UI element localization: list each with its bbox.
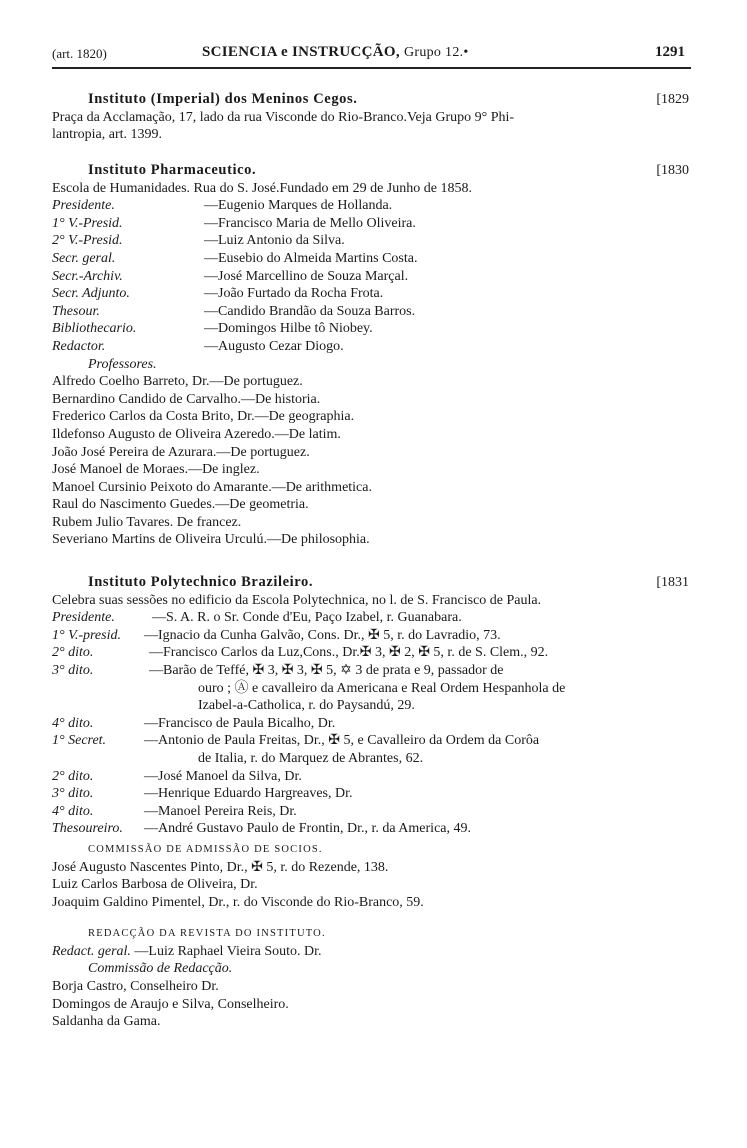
commission-heading: COMMISSÃO DE ADMISSÃO DE SOCIOS. bbox=[88, 843, 323, 855]
professor-row: Frederico Carlos da Costa Brito, Dr.—De geographia. bbox=[52, 409, 355, 425]
professor-row: Severiano Martins de Oliveira Urculú.—De philosophia. bbox=[52, 532, 370, 548]
board-row bbox=[52, 750, 689, 768]
entry-number: [1829 bbox=[656, 92, 689, 107]
professors-list bbox=[52, 373, 689, 549]
role-label: 1° Secret. bbox=[52, 733, 107, 749]
address-line: Praça da Acclamação, 17, lado da rua Visconde do Rio-Branco.Veja Grupo 9° Phi- bbox=[52, 109, 515, 125]
role-label: 2° dito. bbox=[52, 645, 94, 661]
group-label: Grupo 12.• bbox=[403, 45, 469, 60]
professor-row: Bernardino Candido de Carvalho.—De historia. bbox=[52, 391, 321, 407]
commission-redaction-list bbox=[52, 978, 689, 1031]
person-name: —Luiz Antonio da Silva. bbox=[204, 233, 345, 249]
section-instituto-polytechnico bbox=[52, 574, 689, 1031]
row-text: —Ignacio da Cunha Galvão, Cons. Dr., ✠ 5, r. do Lavradio, 73. bbox=[144, 627, 501, 643]
person-name: —João Furtado da Rocha Frota. bbox=[204, 286, 384, 302]
role-label: 4° dito. bbox=[52, 803, 94, 819]
officer-row bbox=[52, 215, 689, 233]
board-row bbox=[52, 644, 689, 662]
row-text: —Antonio de Paula Freitas, Dr., ✠ 5, e Cavalleiro da Ordem da Corôa bbox=[144, 733, 540, 749]
member-row: José Augusto Nascentes Pinto, Dr., ✠ 5, r. do Rezende, 138. bbox=[52, 859, 389, 875]
person-name: —Eusebio do Almeida Martins Costa. bbox=[204, 250, 418, 266]
member-row: Borja Castro, Conselheiro Dr. bbox=[52, 979, 219, 995]
role-label: 4° dito. bbox=[52, 715, 94, 731]
role-label: 2° V.-Presid. bbox=[52, 233, 123, 249]
person-name: —Domingos Hilbe tô Niobey. bbox=[204, 321, 373, 337]
section-title: Instituto Polytechnico Brazileiro. bbox=[88, 574, 314, 590]
entry-number: [1831 bbox=[656, 575, 689, 590]
role-label: 3° dito. bbox=[52, 662, 94, 678]
section-instituto-cegos bbox=[52, 91, 689, 144]
board-row bbox=[52, 627, 689, 645]
member-row: Saldanha da Gama. bbox=[52, 1014, 161, 1030]
row-text: —André Gustavo Paulo de Frontin, Dr., r. da America, 49. bbox=[144, 821, 472, 837]
row-text: —Henrique Eduardo Hargreaves, Dr. bbox=[144, 786, 353, 802]
professor-row: João José Pereira de Azurara.—De portuguez. bbox=[52, 444, 310, 460]
row-text: —Francisco de Paula Bicalho, Dr. bbox=[144, 715, 336, 731]
member-row: Joaquim Galdino Pimentel, Dr., r. do Visconde do Rio-Branco, 59. bbox=[52, 894, 424, 910]
officer-row bbox=[52, 303, 689, 321]
role-label: Secr. Adjunto. bbox=[52, 286, 130, 302]
board-row bbox=[52, 820, 689, 838]
role-label: 3° dito. bbox=[52, 786, 94, 802]
role-label: Presidente. bbox=[52, 198, 115, 214]
professor-row: José Manoel de Moraes.—De inglez. bbox=[52, 462, 260, 478]
role-label: Secr. geral. bbox=[52, 250, 116, 266]
board-list bbox=[52, 609, 689, 838]
commission-redaction-heading: Commissão de Redacção. bbox=[88, 961, 233, 977]
intro-line: Escola de Humanidades. Rua do S. José.Fundado em 29 de Junho de 1858. bbox=[52, 180, 472, 196]
person-name: —Francisco Maria de Mello Oliveira. bbox=[204, 215, 416, 231]
row-text: Izabel-a-Catholica, r. do Paysandú, 29. bbox=[198, 698, 415, 714]
board-row bbox=[52, 785, 689, 803]
board-row bbox=[52, 609, 689, 627]
board-row bbox=[52, 662, 689, 680]
row-text: ouro ; Ⓐ e cavalleiro da Americana e Real Ordem Hespanhola de bbox=[198, 680, 566, 696]
address-line: lantropia, art. 1399. bbox=[52, 127, 163, 143]
board-row bbox=[52, 697, 689, 715]
role-label: 2° dito. bbox=[52, 768, 94, 784]
role-label: Thesoureiro. bbox=[52, 821, 123, 837]
running-title: SCIENCIA e INSTRUCÇÃO, Grupo 12.• bbox=[202, 44, 469, 60]
person-name: —Eugenio Marques de Hollanda. bbox=[204, 198, 393, 214]
officer-row bbox=[52, 320, 689, 338]
board-row bbox=[52, 803, 689, 821]
professors-heading: Professores. bbox=[88, 356, 157, 372]
row-text: —Barão de Teffé, ✠ 3, ✠ 3, ✠ 5, ✡ 3 de prata e 9, passador de bbox=[149, 662, 504, 678]
running-header bbox=[52, 44, 685, 68]
member-row: Luiz Carlos Barbosa de Oliveira, Dr. bbox=[52, 877, 258, 893]
officer-row bbox=[52, 250, 689, 268]
person-name: —Candido Brandão da Souza Barros. bbox=[204, 303, 416, 319]
officer-row bbox=[52, 338, 689, 356]
row-text: de Italia, r. do Marquez de Abrantes, 62. bbox=[198, 750, 424, 766]
role-label: Presidente. bbox=[52, 610, 115, 626]
page-number: 1291 bbox=[655, 44, 685, 60]
board-row bbox=[52, 768, 689, 786]
board-row bbox=[52, 680, 689, 698]
section-title: Instituto Pharmaceutico. bbox=[88, 162, 257, 178]
member-row: Domingos de Araujo e Silva, Conselheiro. bbox=[52, 996, 289, 1012]
officer-row bbox=[52, 232, 689, 250]
intro-line: Celebra suas sessões no edificio da Escola Polytechnica, no l. de S. Francisco de Paula. bbox=[52, 592, 542, 608]
role-label: Redact. geral. bbox=[52, 943, 131, 959]
row-text: —Francisco Carlos da Luz,Cons., Dr.✠ 3, ✠ 2, ✠ 5, r. de S. Clem., 92. bbox=[149, 645, 549, 661]
role-label: Thesour. bbox=[52, 303, 100, 319]
row-text: —S. A. R. o Sr. Conde d'Eu, Paço Izabel, r. Guanabara. bbox=[152, 610, 462, 626]
header-rule bbox=[52, 67, 691, 69]
row-text: —José Manoel da Silva, Dr. bbox=[144, 768, 302, 784]
entry-number: [1830 bbox=[656, 163, 689, 178]
officer-row bbox=[52, 197, 689, 215]
role-label: 1° V.-presid. bbox=[52, 627, 121, 643]
article-range: (art. 1820) bbox=[52, 46, 107, 61]
professor-row: Alfredo Coelho Barreto, Dr.—De portuguez. bbox=[52, 374, 303, 390]
person-name: —Augusto Cezar Diogo. bbox=[204, 338, 344, 354]
officers-list bbox=[52, 197, 689, 355]
board-row bbox=[52, 732, 689, 750]
professor-row: Ildefonso Augusto de Oliveira Azeredo.—De latim. bbox=[52, 426, 341, 442]
redaction-heading: REDACÇÃO DA REVISTA DO INSTITUTO. bbox=[88, 928, 326, 940]
officer-row bbox=[52, 285, 689, 303]
professor-row: Rubem Julio Tavares. De francez. bbox=[52, 514, 242, 530]
role-label: 1° V.-Presid. bbox=[52, 215, 123, 231]
professor-row: Manoel Cursinio Peixoto do Amarante.—De arithmetica. bbox=[52, 479, 372, 495]
person-name: —José Marcellino de Souza Marçal. bbox=[204, 268, 409, 284]
board-row bbox=[52, 715, 689, 733]
role-label: Secr.-Archiv. bbox=[52, 268, 123, 284]
role-label: Bibliothecario. bbox=[52, 321, 137, 337]
person-name: —Luiz Raphael Vieira Souto. Dr. bbox=[134, 943, 322, 959]
professor-row: Raul do Nascimento Guedes.—De geometria. bbox=[52, 497, 309, 513]
officer-row bbox=[52, 268, 689, 286]
section-instituto-pharmaceutico bbox=[52, 162, 689, 549]
role-label: Redactor. bbox=[52, 338, 106, 354]
section-title: Instituto (Imperial) dos Meninos Cegos. bbox=[88, 91, 358, 107]
row-text: —Manoel Pereira Reis, Dr. bbox=[144, 803, 297, 819]
commission-list bbox=[52, 859, 689, 912]
